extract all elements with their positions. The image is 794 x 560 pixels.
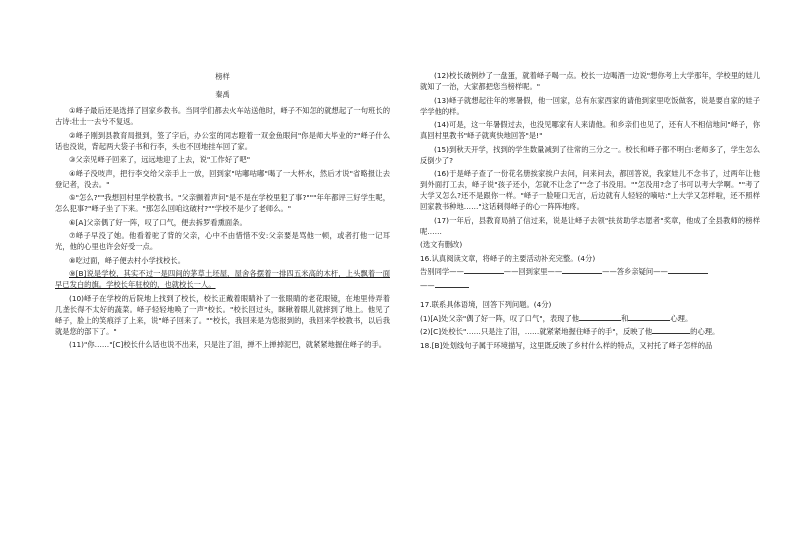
paragraph-10: (10)峄子在学校的后院地上找到了校长，校长正戴着眼睛补了一张眼睛的老花眼镜，在地里侍弄着几垄长得不太好的蔬菜。峄子轻轻地唤了一声"校长。"校长回过头，眯瞅着眼儿就摔到了地上。他见了峄子，脸上的笑痕浮了上来，说"峄子回来了。""校长，我回来是为您报到的，我回来学校教书，以后我就是您的部下了。" xyxy=(55,293,390,336)
paragraph-4: ④峄子没吱声，把行李交给父亲手上一放，回到家"咕嘟咕嘟"喝了一大杯水，然后才说"省略报让去登记者，没去。" xyxy=(55,168,390,189)
question-17-stem: 17.联系具体语境，回答下列问题。(4分) xyxy=(420,300,552,309)
paragraph-11: (11)"你……"[C]校长什么话也说不出来，只是注了泪，掸不上掸掉泥巴，就紧紧地握住峄子的手。 xyxy=(69,340,387,349)
q17-1-end: 心理。 xyxy=(670,313,693,323)
q16-step-1: 告别同学—— xyxy=(420,267,464,276)
q17-1-and: 和 xyxy=(621,313,629,323)
q17-2-end: 的心理。 xyxy=(690,327,720,336)
q16-step-2: ——回到家里—— xyxy=(503,267,563,276)
article-title: 榜样 xyxy=(215,72,230,81)
question-16-chain xyxy=(420,266,760,277)
article-author: 秦禹 xyxy=(215,90,230,99)
question-17-part-1 xyxy=(420,313,760,324)
answer-blank-6[interactable] xyxy=(628,313,670,321)
paragraph-6: ⑥[A]父亲偶了好一阵，叹了口气，便去拆罗看熏面条。 xyxy=(69,217,247,227)
q16-step-3: ——答乡亲疑问—— xyxy=(602,267,668,276)
question-17-part-2 xyxy=(420,326,760,337)
right-column xyxy=(420,0,760,353)
question-16-chain-end xyxy=(420,280,760,291)
answer-blank-3[interactable] xyxy=(668,266,708,274)
answer-blank-7[interactable] xyxy=(652,326,690,334)
question-16-stem: 16.认真阅读文章，将峄子的主要活动补充完整。(4分) xyxy=(420,253,596,263)
q17-1-text: (1)[A]处父亲"偶了好一阵，叹了口气"，表现了他 xyxy=(420,313,580,323)
paragraph-16: (16)于是峄子查了一份花名册挨家挨户去问，问来问去，都回答说，我家娃儿不念书了，过两年让他到外面打工去，峄子说"孩子还小，怎就不让念了""念了书没用。""怎没用?念了书可以考大学啊。""考了大学又怎么?还不是跟你一样。"峄子一脸哑口无言，后边就有人轻轻的嘀咕:"上大学又怎样啦，还不照样回家教书种地……"这话刺得峄子的心一阵阵地疼。 xyxy=(420,169,760,211)
paragraph-8: ⑧吃过面，峄子便去村小学找校长。 xyxy=(69,255,185,265)
answer-blank-2[interactable] xyxy=(562,266,602,274)
left-column xyxy=(55,0,390,353)
question-18: 18.[B]处划线句子属于环境描写，这里既反映了乡村什么样的特点，又衬托了峄子怎样的品 xyxy=(420,340,713,350)
paragraph-2: ②峄子刚到县教育局报到，签了字后，办公室的同志瞪着一双金鱼眼问"你是师大毕业的?"峄子什么话也没说，背起两大袋子书和行李，头也不回地挂车回了家。 xyxy=(55,130,390,151)
paragraph-7: ⑦峄子早没了她。他看着驼了背的父亲，心中不由惜惜不安:父亲要是骂他一顿，或者打他一记耳光，他的心里也许会好受一点。 xyxy=(55,231,390,251)
q16-step-4: —— xyxy=(420,280,435,290)
paragraph-9-underlined: ⑨[B]说是学校，其实不过一是四间的茅草土坯屋，屋舍各摆着一排四五米高的木杆，上头飘着一面早已发白的旗。学校长年驻校的，也就校长一人。 xyxy=(55,269,390,289)
paragraph-5: ⑤"怎么?""我想回村里学校教书。"父亲颤着声问"是不是在学校里犯了事?"""年年都评三好学生呢，怎么犯事?"峄子坐了下来。"那怎么回咱这破村?""学校不是少了老师么。" xyxy=(55,193,390,213)
paragraph-3: ③父亲见峄子回来了，远远地迎了上去，说"工作好了吧" xyxy=(69,155,251,164)
paragraph-12: (12)校长破例炒了一盘蛋，就着峄子喝一点。校长一边喝酒一边说"想你考上大学那年，学校里的娃儿就知了一治，大家都把您当榜样呢。" xyxy=(420,71,760,91)
answer-blank-4[interactable] xyxy=(435,280,469,288)
source-note: (选文有删改) xyxy=(420,240,463,249)
paragraph-14: (14)可是，这一年暑假过去，也没见哪家有人来请他。和乡亲们也见了，还有人不相信地问"峄子，你真回村里教书"峄子就爽快地回答"是!" xyxy=(420,120,760,140)
paragraph-1: ①峄子最后还是选择了回家乡教书。当同学们都去火车站送他时，峄子不知怎的就想起了一句班长的古诗:壮士一去兮不复返。 xyxy=(55,106,390,126)
q17-2-text: (2)[C]处校长"……只是注了泪，……就紧紧地握住峄子的手"，反映了他 xyxy=(420,327,653,336)
paragraph-17: (17)一年后，县教育局捎了信过来，说是让峄子去领"扶贫助学志愿者"奖章，他成了全县教师的榜样呢…… xyxy=(420,215,760,236)
answer-blank-5[interactable] xyxy=(579,313,621,321)
paragraph-15: (15)到秋天开学，找到的学生数量减到了往常的三分之一。校长和峄子都不明白:老师多了，学生怎么反倒少了? xyxy=(420,144,760,165)
answer-blank-1[interactable] xyxy=(464,266,504,274)
paragraph-13: (13)峄子就想起往年的寒暑假，他一回家，总有东家西家的请他到家里吃饭做客，说是要自家的娃子学学他的样。 xyxy=(420,95,760,116)
